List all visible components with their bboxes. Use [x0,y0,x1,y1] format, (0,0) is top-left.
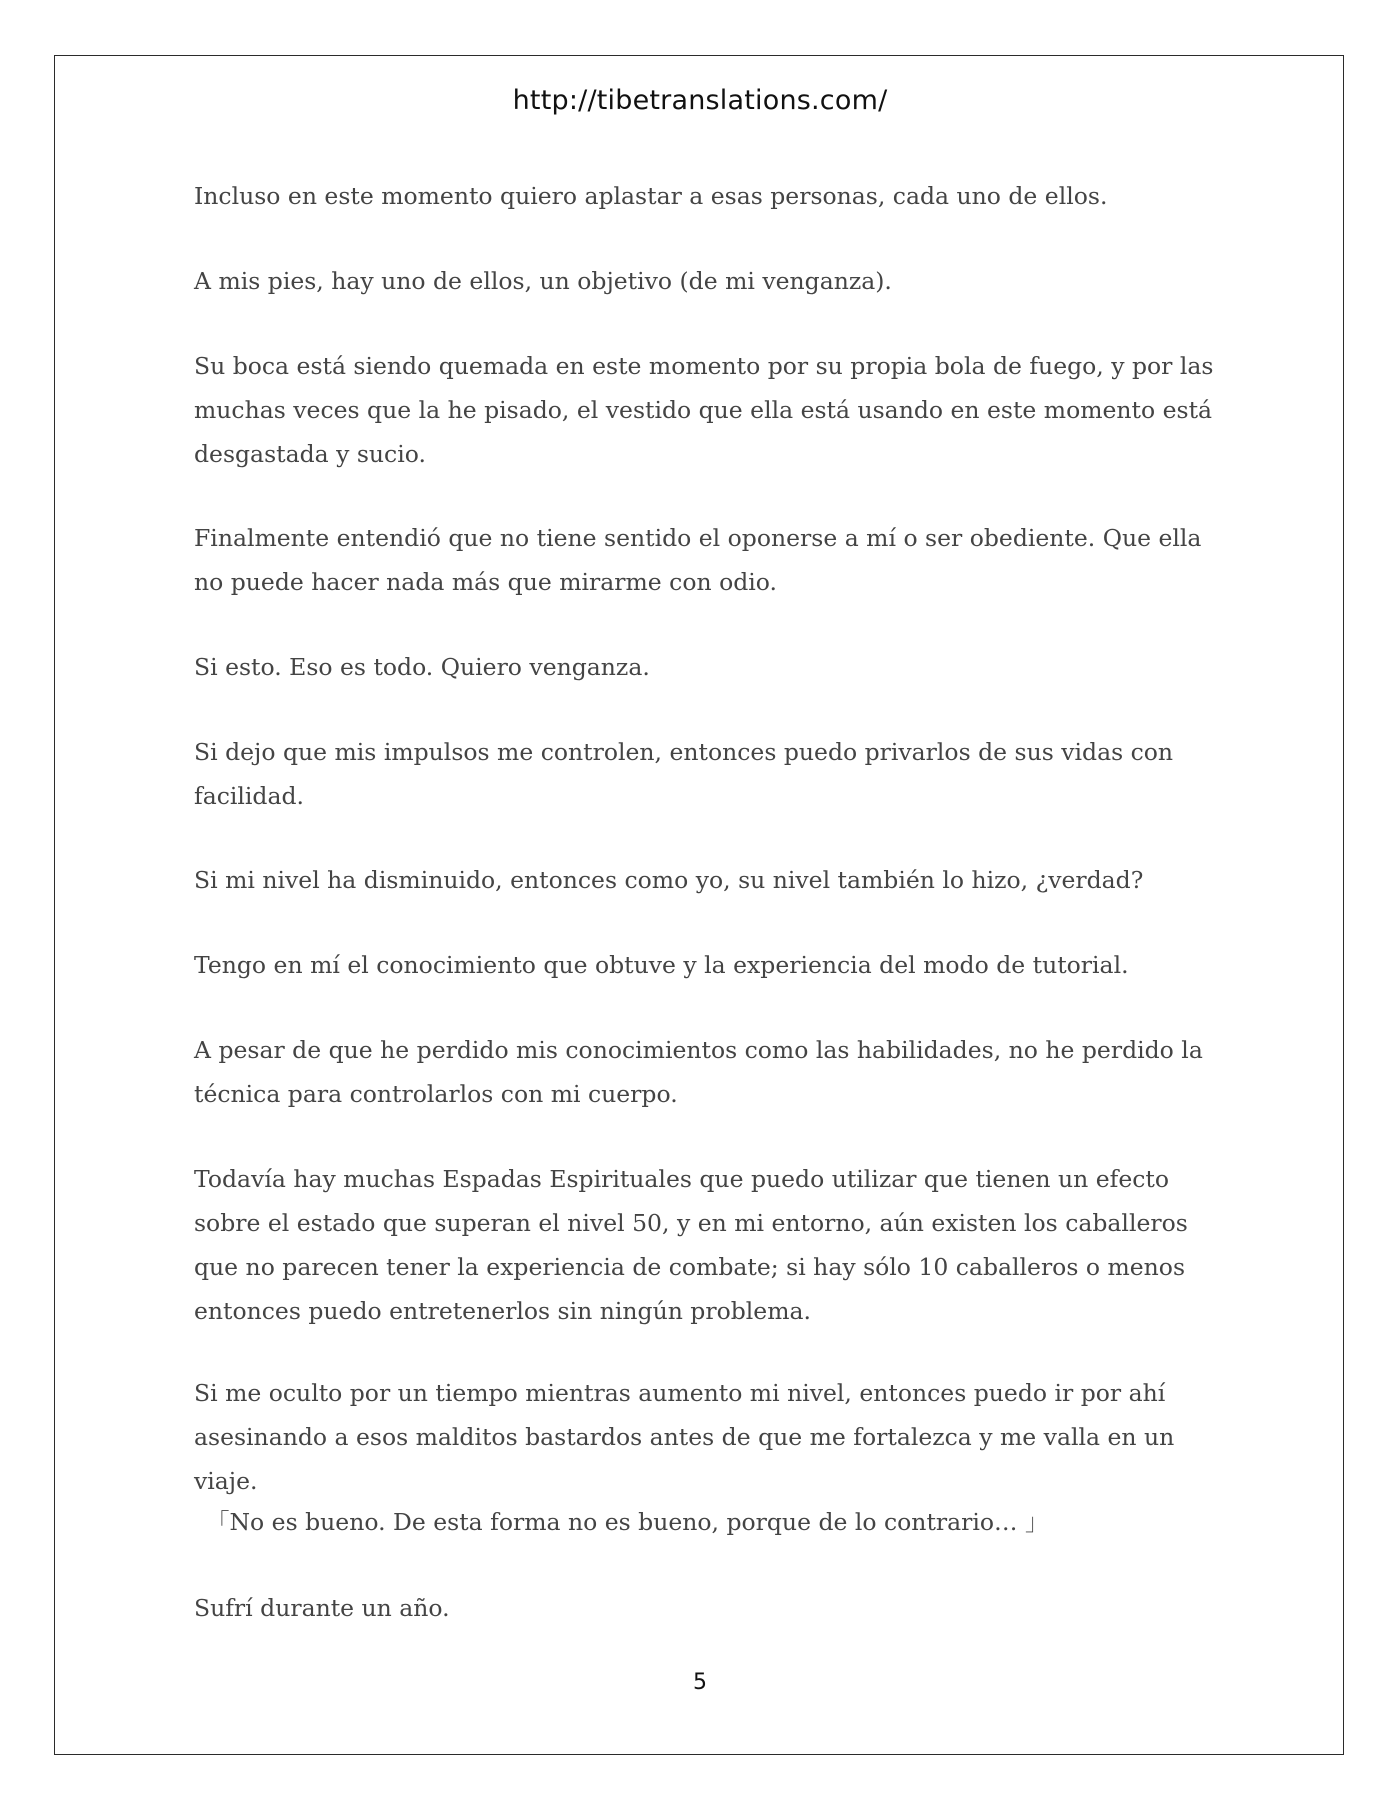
paragraph: Si mi nivel ha disminuido, entonces como yo, su nivel también lo hizo, ¿verdad? [194,866,1144,894]
header-url: http://tibetranslations.com/ [512,85,888,116]
page-number: 5 [693,1670,707,1695]
paragraph: Sufrí durante un año. [194,1594,450,1622]
paragraph: Tengo en mí el conocimiento que obtuve y la experiencia del modo de tutorial. [194,951,1129,979]
paragraph: Si dejo que mis impulsos me controlen, entonces puedo privarlos de sus vidas con facilidad. [194,738,1174,810]
paragraph: Si me oculto por un tiempo mientras aumento mi nivel, entonces puedo ir por ahí asesinando a esos malditos bastardos antes de que me fortalezca y me valla en un viaje. [194,1379,1175,1495]
paragraph: Incluso en este momento quiero aplastar a esas personas, cada uno de ellos. [194,182,1108,210]
paragraph: Todavía hay muchas Espadas Espirituales que puedo utilizar que tienen un efecto sobre el estado que superan el nivel 50, y en mi entorno, aún existen los caballeros que no parecen tener la experiencia de combate; si hay sólo 10 caballeros o menos entonces puedo entretenerlos sin ningún problema. [194,1165,1188,1325]
paragraph: Su boca está siendo quemada en este momento por su propia bola de fuego, y por las muchas veces que la he pisado, el vestido que ella está usando en este momento está desgastada y sucio. [194,352,1214,468]
paragraph: A pesar de que he perdido mis conocimientos como las habilidades, no he perdido la técnica para controlarlos con mi cuerpo. [194,1036,1203,1108]
paragraph: A mis pies, hay uno de ellos, un objetivo (de mi venganza). [194,267,892,295]
paragraph: Si esto. Eso es todo. Quiero venganza. [194,653,650,681]
dialogue-paragraph: 「No es bueno. De esta forma no es bueno, porque de lo contrario… 」 [206,1508,1049,1536]
paragraph: Finalmente entendió que no tiene sentido el oponerse a mí o ser obediente. Que ella no puede hacer nada más que mirarme con odio. [194,524,1202,596]
